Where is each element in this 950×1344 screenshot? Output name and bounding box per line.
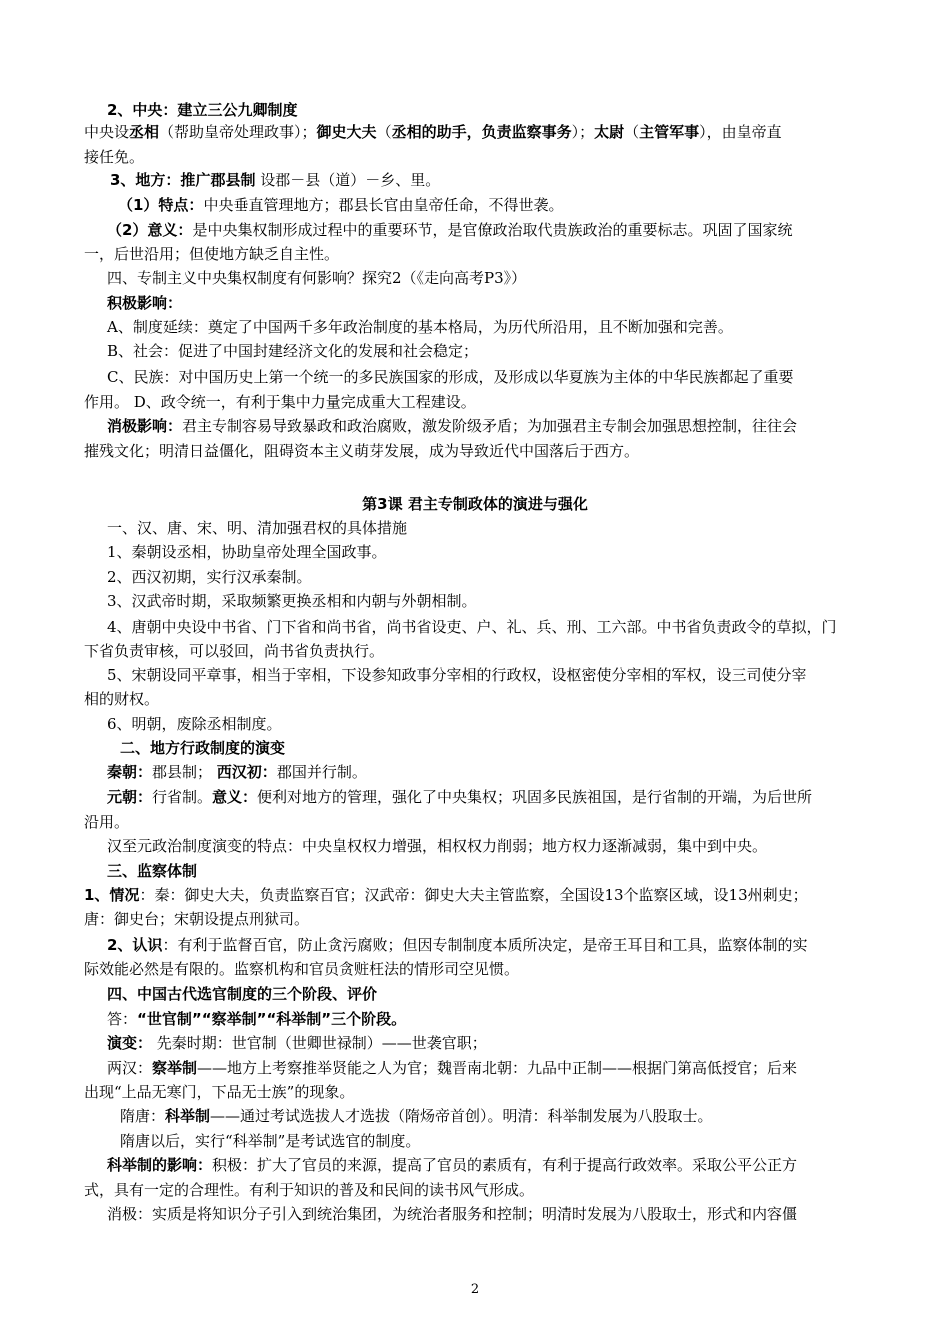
bold-text: 第3课 君主专制政体的演进与强化	[362, 495, 588, 513]
text-run: （	[376, 123, 392, 141]
text-line	[84, 145, 144, 169]
bold-text: 丞相的助手，负责监察事务	[391, 123, 572, 141]
text-line	[110, 168, 440, 192]
text-line	[107, 339, 478, 363]
text-line	[107, 785, 812, 809]
text-line	[107, 615, 837, 639]
text-run: 先秦时期：世官制（世卿世禄制）——世袭官职；	[152, 1034, 487, 1052]
bold-text: 科举制	[165, 1107, 211, 1125]
text-run: 是中央集权制形成过程中的重要环节，是官僚政治取代贵族政治的重要标志。巩固了国家统	[192, 221, 793, 239]
text-line	[84, 439, 639, 463]
bold-text: 1、情况	[84, 886, 140, 904]
text-line	[107, 1153, 797, 1177]
text-run: 两汉：	[107, 1059, 153, 1077]
text-run: 郡国并行制。	[276, 763, 367, 781]
text-line	[107, 1202, 797, 1226]
text-run: 中央垂直管理地方；郡县长官由皇帝任命，不得世袭。	[203, 196, 564, 214]
text-run: 5、宋朝设同平章事，相当于宰相，下设参知政事分宰相的行政权，设枢密使分宰相的军权，设三司使分宰	[107, 666, 807, 684]
text-line	[0, 492, 950, 516]
text-run: 设郡－县（道）－乡、里。	[255, 171, 441, 189]
text-run: 积极：扩大了官员的来源，提高了官员的素质有，有利于提高行政效率。采取公平公正方	[212, 1156, 798, 1174]
text-line	[84, 907, 309, 931]
text-line	[107, 1007, 406, 1031]
text-line	[107, 760, 367, 784]
text-run: 四、专制主义中央集权制度有何影响？探究2（《走向高考P3》）	[107, 269, 527, 287]
text-run: ——通过考试选拔人才选拔（隋炀帝首创）。明清：科举制发展为八股取士。	[210, 1107, 713, 1125]
text-line	[107, 933, 807, 957]
text-line	[84, 1080, 354, 1104]
text-run: 答：	[107, 1010, 138, 1028]
text-run: ——地方上考察推举贤能之人为官；魏晋南北朝：九品中正制——根据门第高低授官；后来	[197, 1059, 798, 1077]
bold-text: 积极影响：	[107, 294, 183, 312]
bold-text: 秦朝：	[107, 763, 153, 781]
text-line	[107, 589, 477, 613]
bold-text: 3、地方：推广郡县制	[110, 171, 256, 189]
text-run: 消极：实质是将知识分子引入到统治集团，为统治者服务和控制；明清时发展为八股取士，形式和内容僵	[107, 1205, 798, 1223]
text-run: 便利对地方的管理，强化了中央集权；巩固多民族祖国，是行省制的开端，为后世所	[257, 788, 813, 806]
bold-text: 二、地方行政制度的演变	[120, 739, 286, 757]
text-run: 式，具有一定的合理性。有利于知识的普及和民间的读书风气形成。	[84, 1181, 535, 1199]
text-line	[120, 1129, 420, 1153]
text-run: 摧残文化；明清日益僵化，阻碍资本主义萌芽发展，成为导致近代中国落后于西方。	[84, 442, 640, 460]
text-line	[84, 390, 476, 414]
text-line	[84, 810, 129, 834]
text-run: 下省负责审核，可以驳回，尚书省负责执行。	[84, 642, 385, 660]
text-run: 2、西汉初期，实行汉承秦制。	[107, 568, 312, 586]
bold-text: 演变：	[107, 1034, 153, 1052]
text-line	[107, 315, 733, 339]
text-run: C、民族：对中国历史上第一个统一的多民族国家的形成，及形成以华夏族为主体的中华民族都起了重要	[107, 368, 794, 386]
bold-text: 消极影响：	[107, 417, 183, 435]
text-run: 汉至元政治制度演变的特点：中央皇权权力增强，相权权力削弱；地方权力逐渐减弱，集中到中央。	[107, 837, 768, 855]
text-run: 1、秦朝设丞相，协助皇帝处理全国政事。	[107, 543, 387, 561]
text-run: 6、明朝，废除丞相制度。	[107, 715, 282, 733]
text-line	[107, 516, 407, 540]
text-line	[107, 712, 282, 736]
text-line	[84, 687, 159, 711]
bold-text: 西汉初：	[216, 763, 277, 781]
bold-text: 主管军事	[639, 123, 700, 141]
text-run: （帮助皇帝处理政事）；	[159, 123, 317, 141]
text-line	[107, 291, 182, 315]
bold-text: （1）特点：	[118, 196, 204, 214]
text-run: 3、汉武帝时期，采取频繁更换丞相和内朝与外朝相制。	[107, 592, 477, 610]
text-run: 隋唐：	[120, 1107, 166, 1125]
bold-text: 丞相	[129, 123, 160, 141]
text-run: ）；	[571, 123, 595, 141]
bold-text: 意义：	[212, 788, 258, 806]
text-line	[120, 736, 285, 760]
text-line	[84, 242, 339, 266]
text-line	[84, 883, 808, 907]
text-run: 沿用。	[84, 813, 130, 831]
bold-text: （2）意义：	[107, 221, 193, 239]
text-run: 行省制。	[152, 788, 213, 806]
text-line	[118, 193, 563, 217]
text-run: ：有利于监督百官，防止贪污腐败；但因专制制度本质所决定，是帝王耳目和工具，监察体制的实	[162, 936, 808, 954]
text-line	[107, 663, 807, 687]
bold-text: 三、监察体制	[107, 862, 198, 880]
text-run: ：秦：御史大夫，负责监察百官；汉武帝：御史大夫主管监察，全国设13个监察区域，设13州刺史；	[139, 886, 808, 904]
text-run: 接任免。	[84, 148, 145, 166]
text-line	[84, 1178, 534, 1202]
bold-text: 科举制的影响：	[107, 1156, 213, 1174]
text-run: A、制度延续：奠定了中国两千多年政治制度的基本格局，为历代所沿用，且不断加强和完善。	[107, 318, 733, 336]
text-run: ），由皇帝直	[699, 123, 782, 141]
text-run: 一、汉、唐、宋、明、清加强君权的具体措施	[107, 519, 408, 537]
text-run: 中央设	[84, 123, 130, 141]
bold-text: 察举制	[152, 1059, 198, 1077]
text-line	[84, 120, 782, 144]
text-run: 出现“上品无寒门，下品无士族”的现象。	[84, 1083, 355, 1101]
bold-text: 2、中央：建立三公九卿制度	[107, 101, 298, 119]
text-run: B、社会：促进了中国封建经济文化的发展和社会稳定；	[107, 342, 479, 360]
text-line	[107, 266, 526, 290]
text-run: （	[624, 123, 640, 141]
page-number: 2	[470, 1282, 480, 1297]
bold-text: 御史大夫	[316, 123, 377, 141]
text-line	[107, 218, 792, 242]
text-run: 作用。 D、政令统一，有利于集中力量完成重大工程建设。	[84, 393, 476, 411]
text-line	[107, 982, 377, 1006]
text-line	[107, 565, 312, 589]
text-run: 际效能必然是有限的。监察机构和官员贪赃枉法的情形司空见惯。	[84, 960, 520, 978]
text-line	[107, 98, 297, 122]
text-line	[107, 365, 793, 389]
text-run: 隋唐以后，实行“科举制”是考试选官的制度。	[120, 1132, 421, 1150]
bold-text: 元朝：	[107, 788, 153, 806]
text-line	[107, 414, 797, 438]
bold-text: 2、认识	[107, 936, 163, 954]
text-line	[107, 1056, 797, 1080]
text-line	[107, 859, 197, 883]
text-run: 唐：御史台；宋朝设提点刑狱司。	[84, 910, 310, 928]
text-line	[120, 1104, 713, 1128]
text-line	[84, 639, 384, 663]
text-run: 郡县制；	[152, 763, 217, 781]
text-line	[107, 1031, 487, 1055]
bold-text: 太尉	[594, 123, 625, 141]
text-line	[84, 957, 519, 981]
text-run: 相的财权。	[84, 690, 160, 708]
bold-text: 四、中国古代选官制度的三个阶段、评价	[107, 985, 378, 1003]
text-run: 一，后世沿用；但使地方缺乏自主性。	[84, 245, 340, 263]
bold-text: “世官制”“察举制”“科举制”三个阶段。	[137, 1010, 407, 1028]
text-line	[107, 540, 387, 564]
text-run: 4、唐朝中央设中书省、门下省和尚书省，尚书省设吏、户、礼、兵、刑、工六部。中书省负责政令的草拟，门	[107, 618, 837, 636]
text-line	[107, 834, 767, 858]
text-run: 君主专制容易导致暴政和政治腐败，激发阶级矛盾；为加强君主专制会加强思想控制，往往会	[182, 417, 798, 435]
